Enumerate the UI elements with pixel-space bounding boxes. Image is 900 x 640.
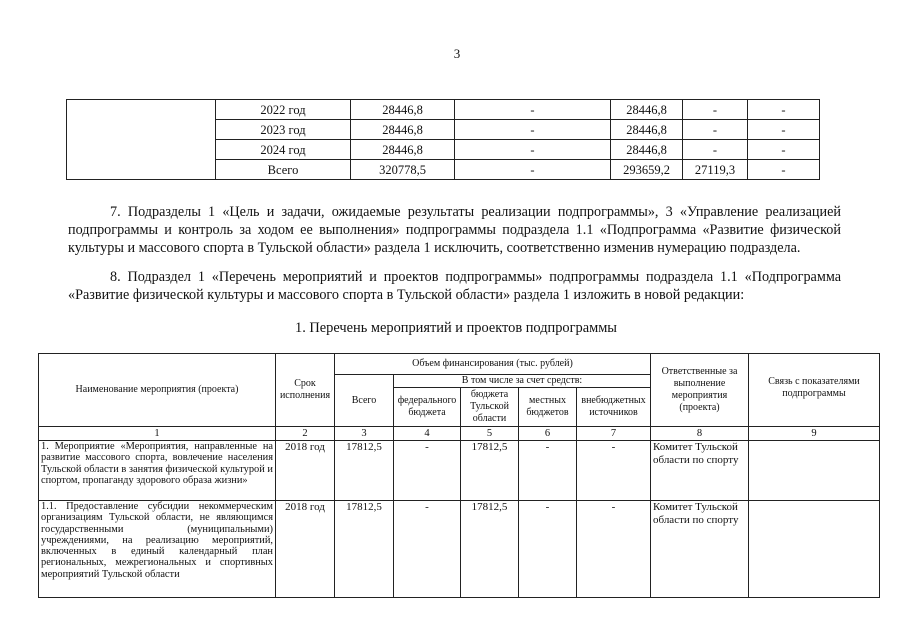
year-cell: Всего (216, 160, 351, 180)
measure-federal: - (394, 441, 461, 501)
column-number-row (39, 427, 880, 441)
regional-cell: 28446,8 (611, 120, 683, 140)
measure-responsible: Комитет Тульской области по спорту (651, 441, 749, 501)
table-row (67, 100, 820, 120)
local-cell: - (683, 140, 748, 160)
regional-cell: 28446,8 (611, 140, 683, 160)
measure-responsible: Комитет Тульской области по спорту (651, 501, 749, 598)
federal-cell: - (455, 160, 611, 180)
header-term: Срок исполнения (276, 354, 335, 427)
column-number: 4 (394, 427, 461, 441)
federal-cell: - (455, 100, 611, 120)
local-cell: - (683, 100, 748, 120)
total-cell: 28446,8 (351, 100, 455, 120)
measure-name: 1.1. Предоставление субсидии некоммерческим организациям Тульской области, не являющимся государственными (муниципальными) учреждениями, на реализацию мероприятий, включенных в единый календарный план региональных, межрегиональных и спортивных мероприятий Тульской области (39, 501, 276, 598)
measure-term: 2018 год (276, 501, 335, 598)
extra-cell: - (748, 160, 820, 180)
measure-link (749, 501, 880, 598)
measure-total: 17812,5 (335, 441, 394, 501)
extra-cell: - (748, 140, 820, 160)
total-cell: 28446,8 (351, 120, 455, 140)
measure-extra: - (577, 441, 651, 501)
header-federal: федерального бюджета (394, 388, 461, 427)
header-link: Связь с показателями подпрограммы (749, 354, 880, 427)
measure-regional: 17812,5 (461, 501, 519, 598)
column-number: 3 (335, 427, 394, 441)
summary-table (66, 99, 820, 180)
section-heading: 1. Перечень мероприятий и проектов подпрограммы (295, 320, 617, 336)
year-cell: 2024 год (216, 140, 351, 160)
total-cell: 320778,5 (351, 160, 455, 180)
header-funding: Объем финансирования (тыс. рублей) (335, 354, 651, 375)
column-number: 5 (461, 427, 519, 441)
local-cell: 27119,3 (683, 160, 748, 180)
extra-cell: - (748, 100, 820, 120)
header-including: В том числе за счет средств: (394, 375, 651, 388)
measure-term: 2018 год (276, 441, 335, 501)
measure-total: 17812,5 (335, 501, 394, 598)
header-local: местных бюджетов (519, 388, 577, 427)
column-number: 2 (276, 427, 335, 441)
column-number: 6 (519, 427, 577, 441)
federal-cell: - (455, 140, 611, 160)
measure-link (749, 441, 880, 501)
header-regional: бюджета Тульской области (461, 388, 519, 427)
header-responsible: Ответственные за выполнение мероприятия (проекта) (651, 354, 749, 427)
regional-cell: 28446,8 (611, 100, 683, 120)
paragraph-7-text: 7. Подразделы 1 «Цель и задачи, ожидаемые результаты реализации подпрограммы», 3 «Управление реализацией подпрограммы и контроль за ходом ее выполнения» подпрограммы подраздела 1.1 «Подпрограмма «Развитие физической культуры и массового спорта в Тульской области» раздела 1 исключить, соответственно изменив нумерацию подраздела. (68, 204, 841, 256)
header-total: Всего (335, 375, 394, 427)
page-number: 3 (453, 46, 461, 61)
local-cell: - (683, 120, 748, 140)
year-cell: 2022 год (216, 100, 351, 120)
measure-local: - (519, 501, 577, 598)
header-name: Наименование мероприятия (проекта) (39, 354, 276, 427)
table-row (39, 501, 880, 598)
empty-cell (67, 100, 216, 180)
regional-cell: 293659,2 (611, 160, 683, 180)
measure-federal: - (394, 501, 461, 598)
table-row (39, 441, 880, 501)
measure-extra: - (577, 501, 651, 598)
federal-cell: - (455, 120, 611, 140)
measures-table (38, 353, 880, 598)
year-cell: 2023 год (216, 120, 351, 140)
measure-name: 1. Мероприятие «Мероприятия, направленные на развитие массового спорта, вовлечение населения Тульской области в занятия физической культурой и спортом, пропаганду здорового образа жизни» (39, 441, 276, 501)
column-number: 9 (749, 427, 880, 441)
column-number: 8 (651, 427, 749, 441)
header-extra: внебюджетных источников (577, 388, 651, 427)
paragraph-8-text: 8. Подраздел 1 «Перечень мероприятий и проектов подпрограммы» подпрограммы подраздела 1.1 «Подпрограмма «Развитие физической культуры и массового спорта в Тульской области» раздела 1 изложить в новой редакции: (68, 269, 841, 303)
measure-local: - (519, 441, 577, 501)
column-number: 7 (577, 427, 651, 441)
extra-cell: - (748, 120, 820, 140)
total-cell: 28446,8 (351, 140, 455, 160)
paragraph-7 (68, 203, 841, 257)
measure-regional: 17812,5 (461, 441, 519, 501)
paragraph-8 (68, 268, 841, 304)
column-number: 1 (39, 427, 276, 441)
